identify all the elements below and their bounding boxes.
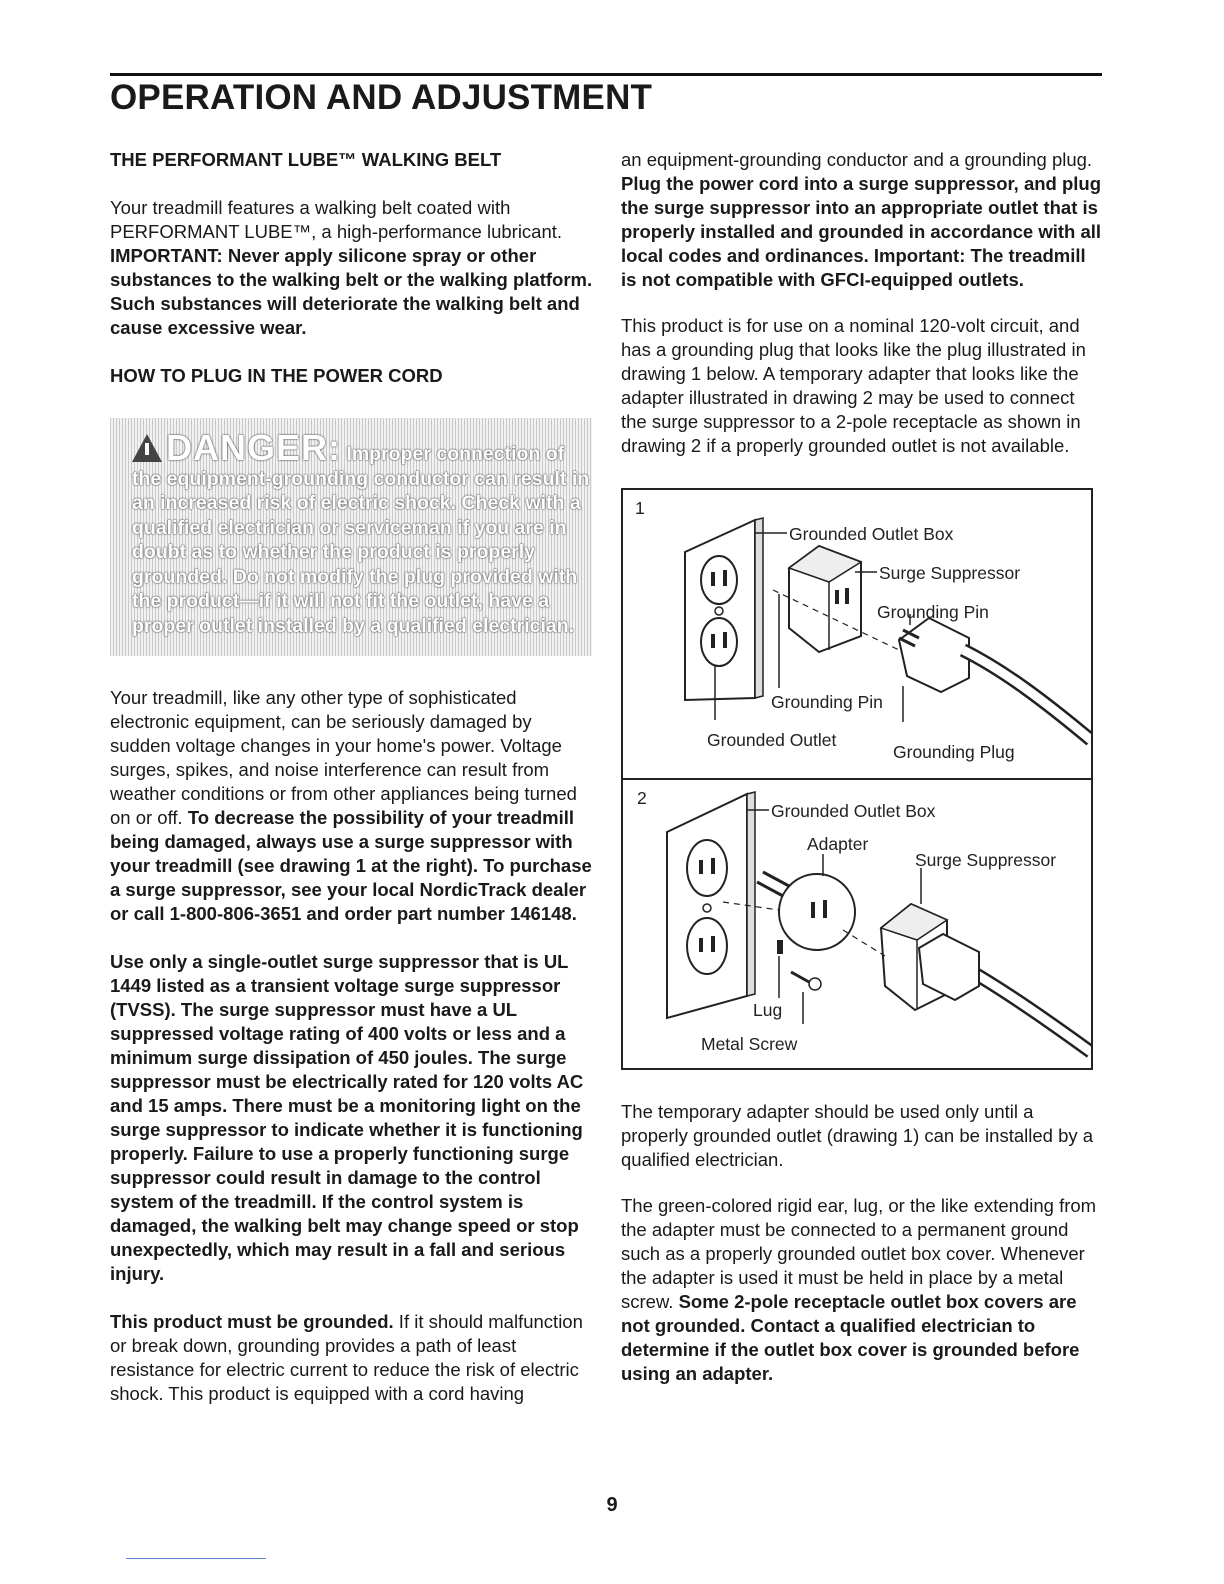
label-adapter: Adapter	[807, 834, 869, 854]
danger-box	[110, 418, 592, 656]
drawing-2-number: 2	[637, 788, 647, 808]
warning-triangle-icon	[132, 434, 162, 462]
lug-text: The green-colored rigid ear, lug, or the like extending from the adapter must be connected to a permanent ground such as a properly grounded outlet box cover. Whenever the adapter is used it must be held in place by a metal screw.	[621, 1195, 1097, 1312]
plug-paragraph	[621, 148, 1103, 292]
right-column	[621, 148, 1103, 1386]
drawing-2-illustration	[623, 780, 1091, 1068]
surge-instruction: To decrease the possibility of your treadmill being damaged, always use a surge suppressor with your treadmill (see drawing 1 at the right). To purchase a surge suppressor, see your local NordicTrack dealer or call 1-800-806-3651 and order part number 146148.	[110, 807, 592, 924]
label-surge-suppressor: Surge Suppressor	[879, 563, 1021, 583]
label-surge-suppressor-2: Surge Suppressor	[915, 850, 1057, 870]
header-rule	[110, 73, 1102, 76]
page-number: 9	[606, 1494, 618, 1516]
section-heading-power-cord: HOW TO PLUG IN THE POWER CORD	[110, 365, 443, 386]
danger-word: DANGER:	[166, 427, 341, 468]
drawings-box	[621, 488, 1093, 1070]
lube-text: Your treadmill features a walking belt coated with PERFORMANT LUBE™, a high-performance lubricant.	[110, 197, 563, 242]
surge-text: Your treadmill, like any other type of sophisticated electronic equipment, can be seriously damaged by sudden voltage changes in your home's power. Voltage surges, spikes, and noise interference can result from weather conditions or from other appliances being turned on or off.	[110, 687, 577, 828]
drawing-1-number: 1	[635, 498, 645, 518]
outlet-plate-shape-2	[667, 794, 747, 1018]
drawing-1	[623, 490, 1091, 778]
danger-text: Improper connection of the equipment-grounding conductor can result in an increased risk of electric shock. Check with a qualified electrician or serviceman if you are in doubt as to whether the product is properly grounded. Do not modify the plug provided with the product—if it will not fit the outlet, have a proper outlet installed by a qualified electrician.	[132, 443, 590, 637]
lube-paragraph	[110, 196, 594, 340]
label-grounded-outlet-box-2: Grounded Outlet Box	[771, 801, 936, 821]
label-grounding-pin-bottom: Grounding Pin	[771, 692, 883, 712]
page-title: OPERATION AND ADJUSTMENT	[110, 78, 653, 117]
lug-warning: Some 2-pole receptacle outlet box covers are not grounded. Contact a qualified electrician to determine if the outlet box cover is grounded before using an adapter.	[621, 1291, 1080, 1384]
footer-line	[126, 1558, 266, 1559]
section-heading-lube: THE PERFORMANT LUBE™ WALKING BELT	[110, 149, 502, 170]
lube-warning: IMPORTANT: Never apply silicone spray or other substances to the walking belt or the walking platform. Such substances will deteriorate the walking belt and cause excessive wear.	[110, 245, 593, 338]
adapter-temporary-paragraph: The temporary adapter should be used only until a properly grounded outlet (drawing 1) can be installed by a qualified electrician.	[621, 1101, 1094, 1170]
label-grounding-plug: Grounding Plug	[893, 742, 1015, 762]
outlet-plate-shape	[685, 520, 755, 700]
grounding-lead: This product must be grounded.	[110, 1311, 394, 1332]
drawing-1-illustration	[623, 490, 1091, 778]
grounding-text: If it should malfunction or break down, grounding provides a path of least resistance for electric current to reduce the risk of electric shock. This product is equipped with a cord having	[110, 1311, 583, 1404]
surge-paragraph	[110, 686, 594, 926]
grounding-paragraph	[110, 1310, 594, 1406]
plug-instruction: Plug the power cord into a surge suppressor, and plug the surge suppressor into an appropriate outlet that is properly installed and grounded in accordance with all local codes and ordinances. Important: The treadmill is not compatible with GFCI-equipped outlets.	[621, 173, 1102, 290]
drawing-2	[623, 778, 1091, 1068]
surge-requirements: Use only a single-outlet surge suppressor that is UL 1449 listed as a transient voltage surge suppressor (TVSS). The surge suppressor must have a UL suppressed voltage rating of 400 volts or less and a minimum surge dissipation of 450 joules. The surge suppressor must be electrically rated for 120 volts AC and 15 amps. There must be a monitoring light on the surge suppressor to indicate whether it is functioning properly. Failure to use a properly functioning surge suppressor could result in damage to the control system of the treadmill. If the control system is damaged, the walking belt may change speed or stop unexpectedly, which may result in a fall and serious injury.	[110, 951, 584, 1284]
label-grounded-outlet: Grounded Outlet	[707, 730, 837, 750]
label-lug: Lug	[753, 1000, 783, 1020]
circuit-paragraph: This product is for use on a nominal 120-volt circuit, and has a grounding plug that looks like the plug illustrated in drawing 1 below. A temporary adapter that looks like the adapter illustrated in drawing 2 may be used to connect the surge suppressor to a 2-pole receptacle as shown in drawing 2 if a properly grounded outlet is not available.	[621, 315, 1086, 456]
label-grounding-pin-top: Grounding Pin	[877, 602, 989, 622]
lug-paragraph	[621, 1194, 1103, 1386]
label-metal-screw: Metal Screw	[701, 1034, 798, 1054]
label-grounded-outlet-box: Grounded Outlet Box	[789, 524, 954, 544]
left-column	[110, 148, 594, 1406]
plug-text: an equipment-grounding conductor and a grounding plug.	[621, 149, 1093, 170]
